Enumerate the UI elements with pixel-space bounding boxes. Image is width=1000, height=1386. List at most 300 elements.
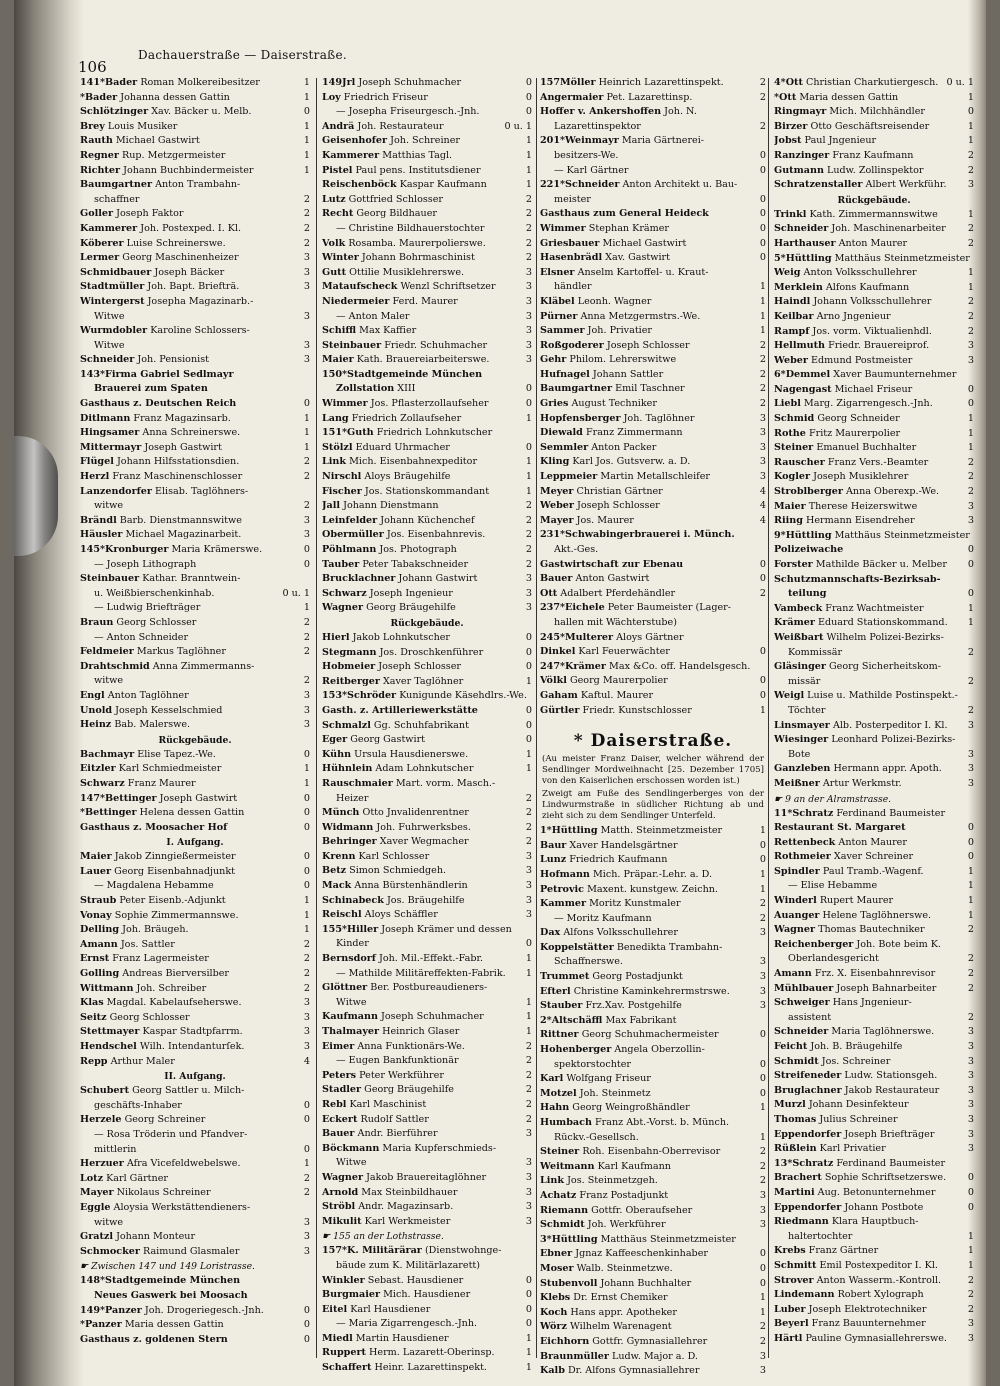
resident-entry bbox=[540, 558, 766, 573]
occupation: — Ludwig Briefträger bbox=[94, 602, 201, 614]
resident-entry bbox=[80, 1333, 310, 1348]
resident-entry bbox=[774, 76, 974, 91]
occupation: Gottfr. Oberaufseher bbox=[591, 1204, 693, 1216]
entry-text bbox=[774, 1244, 965, 1259]
entry-text bbox=[540, 222, 757, 237]
resident-entry bbox=[540, 237, 766, 252]
entry-text bbox=[336, 792, 523, 807]
occupation: Max Steinbildhauer bbox=[361, 1186, 458, 1198]
entry-text bbox=[540, 178, 766, 193]
resident-entry bbox=[774, 1171, 974, 1186]
entry-text bbox=[540, 310, 757, 325]
resident-entry bbox=[80, 455, 310, 470]
occupation: Andreas Bierversilber bbox=[122, 968, 230, 980]
occupation: Johann Buchbindermeister bbox=[123, 164, 254, 176]
surname: Keilbar bbox=[774, 310, 814, 322]
house-number: 157 bbox=[540, 77, 561, 88]
resident-entry bbox=[322, 981, 532, 996]
entry-text bbox=[540, 1174, 757, 1189]
resident-entry bbox=[322, 1142, 532, 1157]
occupation: Lazarettinspektor bbox=[554, 120, 641, 132]
entry-text bbox=[540, 426, 757, 441]
entry-text bbox=[322, 631, 523, 646]
resident-entry bbox=[774, 1201, 974, 1216]
floor-number: 2 bbox=[525, 792, 532, 804]
floor-number: 3 bbox=[967, 500, 974, 512]
occupation: Mich. Hausdiener bbox=[383, 1289, 471, 1301]
occupation: Roman Molkereibesitzer bbox=[140, 77, 260, 88]
resident-entry bbox=[540, 1364, 766, 1376]
floor-number: 3 bbox=[525, 1186, 532, 1198]
entry-text bbox=[80, 704, 301, 719]
entry-text bbox=[336, 996, 523, 1011]
entry-text bbox=[774, 456, 965, 471]
occupation: Joseph Kesselschmied bbox=[115, 704, 223, 716]
surname: Hufnagel bbox=[540, 368, 590, 380]
resident-entry bbox=[322, 675, 532, 690]
floor-number: 3 bbox=[967, 1113, 974, 1125]
occupation: Akt.-Ges. bbox=[554, 544, 599, 555]
entry-text bbox=[774, 412, 965, 427]
surname: Recht bbox=[322, 208, 354, 220]
floor-number: 0 bbox=[525, 1274, 532, 1286]
entry-text bbox=[540, 1262, 757, 1277]
floor-number: 0 bbox=[967, 398, 974, 410]
occupation: Anton Architekt u. Bau- bbox=[622, 179, 738, 191]
occupation: Mathilde Bäcker u. Melber bbox=[815, 559, 947, 570]
entry-text bbox=[322, 835, 523, 850]
surname: Wörz bbox=[540, 1321, 567, 1333]
entry-text bbox=[94, 382, 310, 397]
resident-entry bbox=[540, 1174, 766, 1189]
surname: Karl bbox=[540, 1073, 564, 1085]
surname: Möller bbox=[560, 77, 596, 88]
resident-entry bbox=[322, 894, 532, 909]
surname: Loy bbox=[322, 91, 341, 103]
floor-number: 4 bbox=[303, 1055, 310, 1067]
resident-entry bbox=[80, 280, 310, 295]
occupation: Ferdinand Baumeister bbox=[836, 1157, 946, 1169]
resident-entry bbox=[80, 806, 310, 821]
floor-number: 3 bbox=[303, 689, 310, 701]
resident-entry bbox=[322, 251, 532, 266]
floor-number: 0 bbox=[759, 689, 766, 701]
house-number: 151* bbox=[322, 427, 348, 439]
resident-entry bbox=[540, 1028, 766, 1043]
floor-number: 1 bbox=[525, 164, 532, 176]
surname: Haindl bbox=[774, 296, 811, 308]
occupation: Rosamba. Maurerpolierswe. bbox=[348, 237, 486, 249]
surname: Griesbauer bbox=[540, 237, 600, 249]
resident-entry bbox=[322, 178, 532, 193]
page-header bbox=[78, 46, 978, 76]
entry-text bbox=[94, 310, 301, 325]
occupation: Anton Maurer bbox=[838, 836, 907, 848]
floor-number: 3 bbox=[759, 927, 766, 939]
occupation: Georg Postadjunkt bbox=[592, 971, 683, 983]
resident-entry bbox=[774, 368, 974, 383]
occupation: Joseph Musiklehrer bbox=[813, 471, 909, 483]
occupation: Georg Schlosser bbox=[109, 1011, 190, 1023]
entry-text bbox=[80, 397, 301, 412]
surname: Widmann bbox=[322, 821, 374, 833]
occupation: Joseph Krämer und dessen bbox=[381, 923, 512, 935]
surname: Behringer bbox=[322, 836, 377, 848]
surname: Weig bbox=[774, 267, 801, 279]
resident-entry bbox=[540, 412, 766, 427]
entry-text bbox=[80, 762, 301, 777]
occupation: Michael Magazinarbeit. bbox=[125, 529, 242, 541]
floor-number: 0 bbox=[303, 807, 310, 819]
floor-number: 2 bbox=[525, 1098, 532, 1110]
entry-text bbox=[540, 105, 766, 120]
surname: Schaffert bbox=[322, 1362, 372, 1374]
resident-entry bbox=[322, 470, 532, 485]
floor-number: 2 bbox=[759, 1175, 766, 1187]
entry-text bbox=[94, 1216, 301, 1231]
surname: Dinkel bbox=[540, 646, 576, 658]
entry-text bbox=[774, 178, 965, 193]
resident-entry bbox=[540, 985, 766, 1000]
surname: Hasenbrädl bbox=[540, 252, 603, 264]
occupation: Anton Taglöhner bbox=[107, 689, 189, 701]
occupation: Max &Co. off. Handelsgesch. bbox=[609, 660, 751, 672]
surname: Hiller bbox=[347, 923, 379, 935]
entry-text bbox=[554, 280, 757, 295]
surname: Ernst bbox=[80, 953, 110, 965]
surname: Auanger bbox=[774, 909, 820, 921]
floor-number: 3 bbox=[967, 1099, 974, 1111]
resident-entry bbox=[540, 485, 766, 500]
occupation: besitzers-We. bbox=[554, 149, 619, 161]
surname: Steinbauer bbox=[80, 573, 140, 585]
resident-entry bbox=[80, 894, 310, 909]
occupation: Georg Gastwirt bbox=[350, 734, 426, 746]
entry-text bbox=[322, 207, 523, 222]
floor-number: 0 u. 1 bbox=[946, 77, 974, 88]
occupation: Max Fabrikant bbox=[605, 1014, 677, 1026]
surname: Reitberger bbox=[322, 675, 380, 687]
floor-number: 1 bbox=[967, 895, 974, 907]
floor-number: 2 bbox=[967, 164, 974, 176]
floor-number: 2 bbox=[759, 1160, 766, 1172]
entry-text bbox=[80, 821, 301, 836]
entry-text bbox=[80, 572, 310, 587]
surname: Hobmeier bbox=[322, 661, 376, 673]
floor-number: 3 bbox=[303, 310, 310, 322]
occupation: Witwe bbox=[94, 310, 125, 322]
entry-text bbox=[80, 923, 301, 938]
surname: Pistel bbox=[322, 164, 353, 176]
surname: Steiner bbox=[540, 1146, 580, 1158]
resident-entry bbox=[80, 178, 310, 193]
floor-number: 3 bbox=[525, 865, 532, 877]
entry-text bbox=[774, 1157, 974, 1172]
occupation: Ber. Postbureaudieners- bbox=[370, 982, 488, 994]
resident-entry bbox=[322, 762, 532, 777]
resident-entry bbox=[540, 339, 766, 354]
occupation: Heinr. Lazarettinspekt. bbox=[374, 1362, 487, 1374]
floor-number: 3 bbox=[303, 1041, 310, 1052]
surname: Wintergerst bbox=[80, 295, 145, 307]
occupation: Franz Kaufmann bbox=[832, 149, 914, 161]
resident-entry bbox=[774, 91, 974, 106]
occupation: — Joseph Lithograph bbox=[94, 558, 197, 570]
floor-number: 1 bbox=[967, 602, 974, 614]
surname: Wimmer bbox=[540, 222, 586, 234]
floor-number: 2 bbox=[525, 821, 532, 833]
resident-entry bbox=[80, 1040, 310, 1055]
occupation: Joh. Restaurateur bbox=[357, 120, 444, 132]
floor-number: 3 bbox=[525, 880, 532, 892]
surname: Pürner bbox=[540, 310, 578, 322]
floor-number: 3 bbox=[525, 354, 532, 366]
entry-continuation bbox=[540, 955, 766, 970]
entry-continuation bbox=[80, 558, 310, 573]
occupation: Joh. Postexped. I. Kl. bbox=[140, 222, 242, 234]
entry-text bbox=[322, 237, 523, 252]
entry-text bbox=[540, 470, 757, 485]
surname: Wagner bbox=[322, 602, 363, 614]
surname: Rothe bbox=[774, 427, 806, 439]
floor-number: 4 bbox=[759, 485, 766, 497]
resident-entry bbox=[540, 1116, 766, 1131]
resident-entry bbox=[774, 456, 974, 471]
entry-text bbox=[94, 587, 279, 602]
entry-text bbox=[322, 864, 523, 879]
occupation: Anna Oberexp.-We. bbox=[845, 486, 940, 498]
resident-entry bbox=[80, 528, 310, 543]
occupation: Joseph Gastwirt bbox=[159, 792, 238, 804]
floor-number: 2 bbox=[303, 938, 310, 950]
surname: Stadtgemeinde München bbox=[105, 1275, 241, 1287]
entry-text bbox=[774, 1098, 965, 1113]
floor-number: 2 bbox=[525, 1069, 532, 1081]
floor-number: 2 bbox=[303, 631, 310, 643]
entry-text bbox=[788, 748, 965, 763]
floor-number: 1 bbox=[525, 1011, 532, 1023]
entry-text bbox=[322, 601, 523, 616]
entry-continuation bbox=[322, 937, 532, 952]
floor-number: 1 bbox=[303, 149, 310, 161]
floor-number: 1 bbox=[967, 135, 974, 147]
surname: Angermaier bbox=[540, 91, 604, 103]
occupation: Maria Kupferschmieds- bbox=[382, 1142, 497, 1154]
floor-number: 3 bbox=[759, 1350, 766, 1362]
house-number: 2* bbox=[540, 1014, 552, 1026]
surname: Hellmuth bbox=[774, 340, 825, 352]
surname: Stadler bbox=[322, 1084, 362, 1096]
entry-text bbox=[540, 1028, 757, 1043]
resident-entry bbox=[540, 310, 766, 325]
resident-entry bbox=[540, 1262, 766, 1277]
resident-entry bbox=[80, 470, 310, 485]
resident-entry bbox=[774, 821, 974, 836]
occupation: Christian Gärtner bbox=[576, 485, 663, 497]
entry-text bbox=[540, 631, 766, 646]
floor-number: 1 bbox=[303, 412, 310, 424]
surname: Bader bbox=[85, 91, 118, 103]
entry-text bbox=[80, 792, 301, 807]
resident-entry bbox=[540, 1233, 766, 1248]
house-number: 9* bbox=[774, 529, 786, 541]
resident-entry bbox=[774, 1113, 974, 1128]
entry-text bbox=[322, 762, 523, 777]
entry-continuation bbox=[540, 1058, 766, 1073]
resident-entry bbox=[540, 382, 766, 397]
occupation: Friedrich Friseur bbox=[343, 91, 428, 103]
occupation: Peter Werkführer bbox=[359, 1069, 444, 1081]
entry-text bbox=[774, 631, 974, 646]
resident-entry bbox=[540, 91, 766, 106]
entry-text bbox=[80, 748, 301, 763]
floor-number: 2 bbox=[967, 1011, 974, 1023]
occupation: Jos. Schreiner bbox=[821, 1055, 891, 1067]
entry-text bbox=[774, 821, 965, 836]
entry-text bbox=[80, 91, 301, 106]
floor-number: 0 u. 1 bbox=[282, 587, 310, 599]
entry-text bbox=[540, 441, 757, 456]
entry-text bbox=[322, 1332, 523, 1347]
resident-entry bbox=[80, 441, 310, 456]
occupation: Paul pens. Institutsdiener bbox=[355, 164, 481, 176]
entry-text bbox=[322, 908, 523, 923]
floor-number: 0 bbox=[525, 1303, 532, 1315]
entry-text bbox=[774, 1274, 965, 1289]
surname: Vonay bbox=[80, 909, 112, 921]
entry-text bbox=[540, 587, 757, 602]
floor-number: 1 bbox=[759, 325, 766, 337]
directory-column-1 bbox=[80, 76, 310, 1376]
house-number: 6* bbox=[774, 369, 786, 381]
resident-entry bbox=[774, 616, 974, 631]
entry-text bbox=[80, 1113, 301, 1128]
occupation: Joh. Privatier bbox=[587, 325, 653, 337]
surname: Multerer bbox=[565, 631, 614, 643]
entry-continuation bbox=[540, 120, 766, 135]
resident-entry bbox=[540, 514, 766, 529]
resident-entry bbox=[80, 1113, 310, 1128]
entry-text bbox=[540, 76, 757, 91]
surname: Roßgoderer bbox=[540, 339, 604, 351]
entry-text bbox=[80, 1333, 301, 1348]
floor-number: 0 bbox=[759, 237, 766, 249]
entry-text bbox=[322, 689, 532, 704]
occupation: Friedrich Zollaufseher bbox=[351, 412, 462, 424]
resident-entry bbox=[80, 952, 310, 967]
entry-text bbox=[774, 164, 965, 179]
surname: Lotz bbox=[80, 1172, 104, 1184]
entry-text bbox=[336, 967, 523, 982]
house-number: 11* bbox=[774, 807, 793, 819]
resident-entry bbox=[774, 689, 974, 704]
page-number: 106 bbox=[78, 58, 107, 76]
occupation: Anselm Kartoffel- u. Kraut- bbox=[577, 266, 709, 278]
floor-number: 3 bbox=[759, 427, 766, 439]
occupation: Karl Feuerwächter bbox=[578, 646, 670, 658]
entry-text bbox=[80, 718, 301, 733]
occupation: Georg Schreiner bbox=[124, 1114, 206, 1126]
surname: Riemann bbox=[540, 1204, 589, 1216]
entry-text bbox=[80, 178, 310, 193]
occupation: Witwe bbox=[94, 339, 125, 351]
occupation: Adam Lohnkutscher bbox=[375, 763, 474, 775]
surname: Stroblberger bbox=[774, 486, 843, 498]
resident-entry bbox=[80, 295, 310, 310]
occupation: Helene Taglöhnerswe. bbox=[822, 909, 932, 921]
occupation: Andr. Magazinsarb. bbox=[358, 1201, 454, 1213]
floor-number: 1 bbox=[303, 441, 310, 453]
entry-text bbox=[80, 894, 301, 909]
occupation: Jos. Bräugehilfe bbox=[386, 894, 465, 906]
occupation: Michael Gastwirt bbox=[115, 135, 200, 147]
surname: Reischenböck bbox=[322, 179, 397, 191]
occupation: Dr. Ernst Chemiker bbox=[573, 1292, 668, 1304]
resident-entry bbox=[322, 280, 532, 295]
occupation: Josepha Magazinarb.- bbox=[147, 295, 254, 307]
surname: Rauscher bbox=[774, 456, 825, 468]
resident-entry bbox=[540, 660, 766, 675]
surname: Schlötzinger bbox=[80, 106, 149, 118]
entry-text bbox=[322, 397, 523, 412]
surname: Lindemann bbox=[774, 1289, 835, 1301]
floor-number: 0 bbox=[303, 880, 310, 892]
section-heading: Rückgebäude. bbox=[158, 734, 232, 746]
occupation: Luise u. Mathilde Postinspekt.- bbox=[807, 690, 958, 702]
occupation: Johann Volksschullehrer bbox=[813, 296, 932, 308]
occupation: Benedikta Trambahn- bbox=[616, 941, 723, 953]
house-number: 153* bbox=[322, 690, 348, 702]
occupation: Moritz Kunstmaler bbox=[589, 898, 681, 910]
entry-text bbox=[322, 76, 523, 91]
surname: Eimer bbox=[322, 1040, 355, 1052]
occupation: Kunigunde Käsehdlrs.-We. bbox=[399, 690, 527, 702]
entry-text bbox=[322, 806, 523, 821]
resident-entry bbox=[80, 134, 310, 149]
occupation: Johann Hilfsstationsdien. bbox=[116, 456, 240, 468]
floor-number: 3 bbox=[303, 281, 310, 293]
occupation: — Josepha Friseurgesch.-Jnh. bbox=[336, 106, 480, 118]
floor-number: 3 bbox=[303, 339, 310, 351]
house-number: 245* bbox=[540, 631, 566, 643]
entry-text bbox=[774, 982, 965, 997]
floor-number: 4 bbox=[759, 514, 766, 526]
floor-number: 3 bbox=[525, 850, 532, 862]
occupation: Joh. Mil.-Effekt.-Fabr. bbox=[379, 953, 484, 965]
occupation: Jos. Sattler bbox=[120, 938, 175, 950]
floor-number: 2 bbox=[303, 982, 310, 994]
floor-number: 0 bbox=[759, 1262, 766, 1274]
surname: Obermüller bbox=[322, 529, 384, 541]
surname: Richter bbox=[80, 164, 121, 176]
floor-number: 2 bbox=[525, 1055, 532, 1067]
entry-text bbox=[80, 470, 301, 485]
surname: Steinbauer bbox=[322, 339, 382, 351]
occupation: Joh. Pensionist bbox=[137, 354, 209, 366]
surname: Mayer bbox=[540, 514, 574, 526]
floor-number: 3 bbox=[759, 412, 766, 424]
occupation: Joh. Schreiner bbox=[390, 135, 460, 147]
resident-entry bbox=[322, 558, 532, 573]
occupation: Anton Maurer bbox=[838, 237, 908, 249]
resident-entry bbox=[540, 897, 766, 912]
entry-text bbox=[540, 237, 757, 252]
entry-text bbox=[540, 839, 757, 854]
floor-number: 1 bbox=[525, 456, 532, 468]
floor-number: 2 bbox=[759, 383, 766, 395]
house-number: * bbox=[80, 1319, 86, 1331]
entry-text bbox=[540, 412, 757, 427]
